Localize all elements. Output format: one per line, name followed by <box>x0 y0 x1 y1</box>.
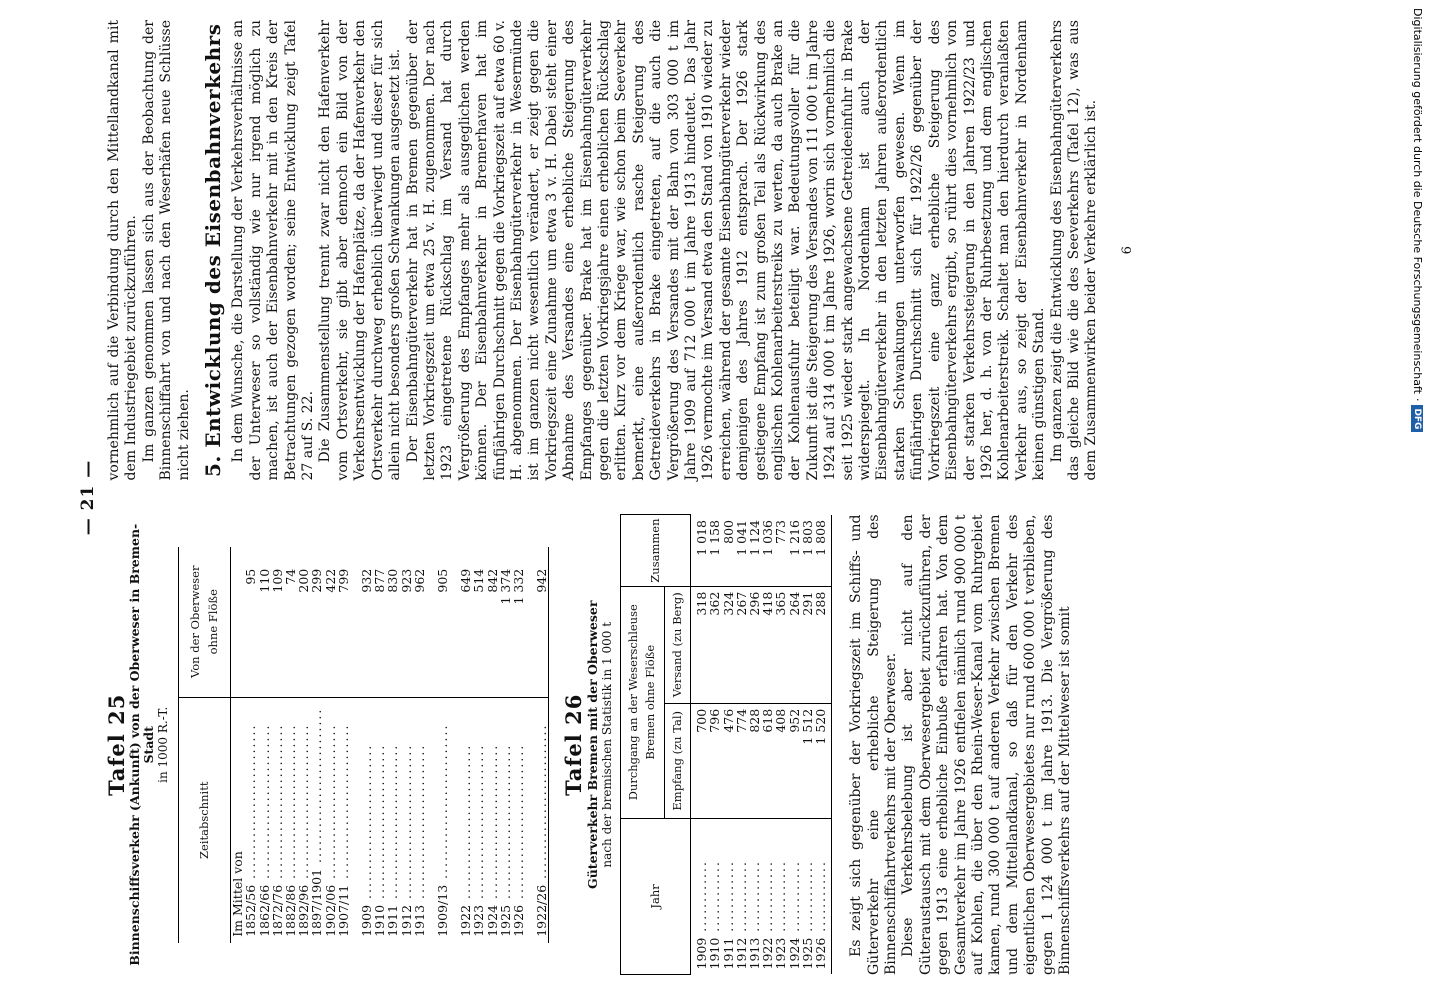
tafel-25-unit: in 1000 R.-T. <box>156 706 171 783</box>
leader-dots: .......................... <box>322 723 338 885</box>
tafel-25-value: 74 <box>283 568 299 585</box>
tafel-26-year-label: 1913 <box>746 937 762 970</box>
leader-dots: .......................... <box>296 723 312 885</box>
table-row <box>436 547 449 943</box>
table-row <box>814 515 832 975</box>
tafel-26-zusammen: 800 <box>720 520 736 544</box>
digitization-note-text: Digitalisierung gefördert durch die Deutsche Forschungsgemeinschaft <box>1411 8 1424 394</box>
leader-dots: ............ <box>786 860 802 938</box>
tafel-25-period <box>337 697 350 943</box>
leader-dots: .......................... <box>243 723 259 885</box>
tafel-26-year <box>691 818 709 974</box>
tafel-25-period-label: 1922 <box>458 904 474 937</box>
tafel-25-period-label: 1862/66 <box>256 884 272 937</box>
tafel-25-value: 422 <box>322 568 338 593</box>
tafel-26-header-empfang: Empfang (zu Tal) <box>664 703 690 818</box>
leader-dots: .......................... <box>359 743 375 905</box>
tafel-26-empfang: 1 520 <box>814 703 832 818</box>
rotated-document-page <box>80 20 1320 975</box>
tafel-25-period-label: 1872/76 <box>269 884 285 937</box>
tafel-26-title: Tafel 26 <box>561 693 587 796</box>
left-column <box>106 515 1136 976</box>
leader-dots: .......................... <box>398 743 414 905</box>
tafel-25-period-label: 1912 <box>398 904 414 937</box>
tafel-26-year-label: 1909 <box>694 937 710 970</box>
tafel-25-value: 932 <box>359 568 375 593</box>
tafel-25-subtitle: Binnenschiffsverkehr (Ankunft) von der Oberweser in Bremen-Stadt <box>127 523 157 966</box>
tafel-25-period-label: 1907/11 <box>335 884 351 937</box>
leader-dots: .......................... <box>411 743 427 905</box>
tafel-26-zusammen: 1 036 <box>760 520 776 556</box>
tafel-25-value: 905 <box>435 568 451 593</box>
leader-dots: ............ <box>694 860 710 938</box>
leader-dots: ............ <box>733 860 749 938</box>
leader-dots: .......................... <box>335 723 351 885</box>
leader-dots: .......................... <box>511 743 527 905</box>
tafel-25-value: 799 <box>335 568 351 593</box>
tafel-25-value: 1 374 <box>497 568 513 605</box>
tafel-25-value: 842 <box>484 568 500 593</box>
digitization-note: Digitalisierung gefördert durch die Deutsche Forschungsgemeinschaft · DFG <box>1411 8 1424 432</box>
tafel-26-versand: 264 <box>788 586 801 703</box>
table-cell <box>231 547 245 698</box>
tafel-25-period-label: 1902/06 <box>322 884 338 937</box>
tafel-26-versand: 418 <box>761 586 774 703</box>
tafel-25-period <box>436 697 449 943</box>
tafel-25-period-label: 1925 <box>497 904 513 937</box>
tafel-26-versand: 324 <box>722 586 735 703</box>
table-row <box>413 547 426 943</box>
tafel-25-table <box>178 547 549 943</box>
table-row <box>691 515 709 975</box>
tafel-26-versand: 296 <box>748 586 761 703</box>
page-number: — 21 — <box>78 459 98 536</box>
tafel-26-year-label: 1910 <box>707 937 723 970</box>
leader-dots: ............ <box>707 860 723 938</box>
tafel-26-year-label: 1925 <box>799 937 815 970</box>
leader-dots: .......................... <box>497 743 513 905</box>
leader-dots: .......................... <box>385 743 401 905</box>
leader-dots: .......................... <box>484 743 500 905</box>
tafel-26-zusammen: 1 216 <box>786 520 802 556</box>
tafel-25-value: 109 <box>269 568 285 593</box>
tafel-26-empfang: 476 <box>722 703 735 818</box>
tafel-25-value: 962 <box>411 568 427 593</box>
tafel-26-header-group: Durchgang an der Weserschleuse Bremen ohne Flöße <box>620 586 664 818</box>
tafel-26-empfang: 952 <box>788 703 801 818</box>
tafel-26-year-label: 1923 <box>773 937 789 970</box>
tafel-26-zusammen: 773 <box>773 520 789 544</box>
paragraph: Es zeigt sich gegenüber der Vorkriegszeit im Schiffs- und Güterverkehr eine erhebliche Steigerung des Binnenschiffahrtverkehrs mit der Oberweser. <box>848 514 899 975</box>
tafel-25-value: 877 <box>372 568 388 593</box>
tafel-26-zusammen: 1 808 <box>814 515 832 586</box>
tafel-26-versand: 362 <box>708 586 721 703</box>
tafel-26-year <box>814 818 832 974</box>
tafel-25-period-label: 1910 <box>372 904 388 937</box>
tafel-26-empfang: 618 <box>761 703 774 818</box>
right-column <box>106 20 1136 481</box>
tafel-26-year-label: 1926 <box>812 937 828 970</box>
tafel-25-value: 649 <box>458 568 474 593</box>
tafel-26-zusammen: 1 124 <box>746 520 762 556</box>
tafel-26-empfang: 700 <box>691 703 709 818</box>
paragraph: Im ganzen genommen lassen sich aus der Beobachtung der Binnenschiffahrt von und nach den Weserhäfen neue Schlüsse nicht ziehen. <box>140 20 192 481</box>
tafel-25-period-label: 1923 <box>471 904 487 937</box>
tafel-25-value: 200 <box>296 568 312 593</box>
left-column-text <box>848 515 1074 976</box>
tafel-25-value: 942 <box>535 547 549 698</box>
tafel-25-period <box>413 697 426 943</box>
tafel-26-year-label: 1924 <box>786 937 802 970</box>
leader-dots: .......................... <box>256 723 272 885</box>
tafel-25-period-label: 1852/56 <box>243 884 259 937</box>
tafel-26-versand: 365 <box>774 586 787 703</box>
dfg-logo-icon: DFG <box>1412 405 1424 432</box>
leader-dots: .......................... <box>309 707 325 869</box>
tafel-25-period <box>512 697 525 943</box>
tafel-26-versand: 291 <box>801 586 814 703</box>
tafel-25-value: 299 <box>309 568 325 593</box>
tafel-25-period-label: 1922/26 <box>534 884 550 937</box>
paragraph: Die Zusammenstellung trennt zwar nicht den Hafenverkehr vom Ortsverkehr, sie gibt aber dennoch ein Bild von der Verkehrsentwicklung der Hafenplätze, da der Hafenverkehr den Ortsverkehr durchweg erheblich überwiegt und dieser für sich allein nicht besonders großen Schwankungen ausgesetzt ist. <box>317 20 404 481</box>
two-column-layout <box>106 20 1136 975</box>
table-row <box>231 547 245 943</box>
leader-dots: ............ <box>799 860 815 938</box>
tafel-26-empfang: 408 <box>774 703 787 818</box>
tafel-25-title: Tafel 25 <box>104 693 129 796</box>
tafel-25-header-value: Von der Oberweser ohne Flöße <box>179 547 231 698</box>
tafel-26-source: nach der bremischen Statistik in 1 000 t <box>599 621 614 868</box>
paragraph: Der Eisenbahngüterverkehr hat in Bremen gegenüber der letzten Vorkriegszeit um etwa 25 v. H. zugenommen. Der nach 1923 eingetretene Rückschlag im Versand hat durch Vergrößerung des Empfanges mehr als ausgeglichen werden können. Der Eisenbahnverkehr in Bremerhaven hat im fünfjährigen Durchschnitt gegen die Vorkriegszeit auf etwa 60 v. H. abgenommen. Der Eisenbahngüterverkehr in Wesermünde ist im ganzen nicht wesentlich verändert, er zeigt gegen die Vorkriegszeit eine Zunahme um etwa 3 v. H. Dabei steht einer Abnahme des Versandes eine erhebliche Steigerung des Empfanges gegenüber. Brake hat im Eisenbahngüterverkehr gegen die letzten Vorkriegsjahre einen erheblichen Rückschlag erlitten. Kurz vor dem Kriege war, wie schon beim Seeverkehr bemerkt, eine außerordentlich rasche Steigerung des Getreideverkehrs in Brake eingetreten, auf die auch die Vergrößerung des Versandes mit der Bahn von 303 000 t im Jahre 1909 auf 712 000 t im Jahre 1913 hindeutet. Das Jahr 1926 vermochte im Versand etwa den Stand von 1910 wieder zu erreichen, während der gesamte Eisenbahngüterverkehr wieder demjenigen des Jahres 1912 entsprach. Der 1926 stark gestiegene Empfang ist zum großen Teil als Rückwirkung des englischen Kohlenarbeiterstreiks zu werten, da auch Brake an der Kohlenausfuhr beteiligt war. Bedeutungsvoller für die Zukunft ist die Steigerung des Versandes von 111 000 t im Jahre 1924 auf 314 000 t im Jahre 1926, worin sich vornehmlich die seit 1925 wieder stark angewachsene Getreideeinfuhr in Brake widerspiegelt. In Nordenham ist auch der Eisenbahngüterverkehr in den letzten Jahren außerordentlich starken Schwankungen unterworfen gewesen. Wenn im fünfjährigen Durchschnitt sich für 1922/26 gegenüber der Vorkriegszeit eine ganz erhebliche Steigerung des Eisenbahngüterverkehrs ergibt, so rührt dies vornehmlich von der starken Verkehrssteigerung in den Jahren 1922/23 und 1926 her, d. h. von der Ruhrbesetzung und dem englischen Kohlenarbeiterstreik. Schaltet man den hierdurch veranlaßten Verkehr aus, so zeigt der Eisenbahnverkehr in Nordenham keinen günstigen Stand. <box>404 20 1048 481</box>
paragraph: Im ganzen zeigt die Entwicklung des Eisenbahngüterverkehrs das gleiche Bild wie die des Seeverkehrs (Tafel 12), was aus dem Zusammenwirken beider Verkehre erklärlich ist. <box>1048 20 1100 481</box>
paragraph: vornehmlich auf die Verbindung durch den Mittellandkanal mit dem Industriegebiet zurückzuführen. <box>106 20 140 481</box>
tafel-26-year-label: 1922 <box>760 937 776 970</box>
tafel-25-period-label: 1897/1901 <box>309 868 325 937</box>
tafel-25-period-label: 1911 <box>385 904 401 937</box>
leader-dots: ............ <box>812 860 828 938</box>
leader-dots: .......................... <box>458 743 474 905</box>
tafel-25-value: 1 332 <box>511 568 527 605</box>
leader-dots: ............ <box>760 860 776 938</box>
tafel-26-empfang: 1 512 <box>801 703 814 818</box>
tafel-25-period-label: 1924 <box>484 904 500 937</box>
table-row <box>337 547 350 943</box>
paragraph: In dem Wunsche, die Darstellung der Verkehrsverhältnisse an der Unterweser so vollständig wie nur irgend möglich zu machen, ist auch der Eisenbahnverkehr mit in den Kreis der Betrachtungen gezogen worden; seine Entwicklung zeigt Tafel 27 auf S. 22. <box>230 20 317 481</box>
tafel-25-period-label: 1892/96 <box>296 884 312 937</box>
tafel-26-zusammen: 1 041 <box>733 520 749 556</box>
tafel-25-period-label: 1882/86 <box>283 884 299 937</box>
tafel-26-year-label: 1911 <box>720 937 736 970</box>
tafel-26-subtitle: Güterverkehr Bremen mit der Oberweser <box>584 600 600 889</box>
tafel-25-value: 514 <box>471 568 487 593</box>
tafel-26-year-label: 1912 <box>733 937 749 970</box>
tafel-26-empfang: 828 <box>748 703 761 818</box>
tafel-25-period-label: 1926 <box>511 904 527 937</box>
leader-dots: .......................... <box>435 723 451 885</box>
leader-dots: .......................... <box>471 743 487 905</box>
tafel-25-header-period: Zeitabschnitt <box>179 697 231 943</box>
tafel-26-table <box>620 515 832 976</box>
leader-dots: .......................... <box>283 723 299 885</box>
tafel-26-versand: 288 <box>814 586 832 703</box>
tafel-25-period-label: 1913 <box>411 904 427 937</box>
tafel-26-zusammen: 1 803 <box>799 520 815 556</box>
leader-dots: ............ <box>746 860 762 938</box>
leader-dots: ............ <box>720 860 736 938</box>
tafel-26-body <box>691 515 832 975</box>
tafel-26-versand: 267 <box>735 586 748 703</box>
tafel-26-zusammen: 1 018 <box>694 520 710 556</box>
table-row <box>535 547 549 943</box>
leader-dots: .......................... <box>372 743 388 905</box>
tafel-26-header-zusammen: Zusammen <box>620 515 690 586</box>
tafel-25-period <box>535 697 549 943</box>
section-heading: 5. Entwicklung des Eisenbahnverkehrs <box>201 23 226 477</box>
leader-dots: .......................... <box>534 723 550 885</box>
tafel-25-body <box>231 547 549 943</box>
leader-dots: .......................... <box>269 723 285 885</box>
tafel-25-period-label: 1909 <box>359 904 375 937</box>
table-row <box>512 547 525 943</box>
tafel-26-header-year: Jahr <box>620 818 690 974</box>
tafel-26-empfang: 796 <box>708 703 721 818</box>
tafel-26-header-versand: Versand (zu Berg) <box>664 586 690 703</box>
leader-dots: ............ <box>773 860 789 938</box>
tafel-26-versand: 318 <box>691 586 709 703</box>
signature-mark: 6 <box>1119 246 1135 255</box>
tafel-25-value: 95 <box>243 568 259 585</box>
paragraph: Diese Verkehrsbelebung ist aber nicht auf den Güteraustausch mit dem Oberwesergebiet zurückzuführen, der gegen 1913 eine erhebliche Einbuße erfahren hat. Von dem Gesamtverkehr im Jahre 1926 entfielen nämlich rund 900 000 t auf Kohlen, die über den Rhein-Weser-Kanal vom Ruhrgebiet kamen, rund 300 000 t auf anderen Verkehr zwischen Bremen und dem Mittellandkanal, so daß für den Verkehr des eigentlichen Oberwesergebietes nur rund 600 000 t verblieben, gegen 1 124 000 t im Jahre 1913. Die Vergrößerung des Binnenschiffsverkehrs auf der Mittelweser ist somit <box>900 514 1074 975</box>
tafel-25-intro-label: Im Mittel von <box>231 697 245 943</box>
tafel-25-period-label: 1909/13 <box>435 884 451 937</box>
tafel-25-value: 923 <box>398 568 414 593</box>
tafel-26-zusammen: 1 158 <box>707 520 723 556</box>
tafel-25-value: 110 <box>256 568 272 593</box>
tafel-25-value: 830 <box>385 568 401 593</box>
tafel-26-empfang: 774 <box>735 703 748 818</box>
